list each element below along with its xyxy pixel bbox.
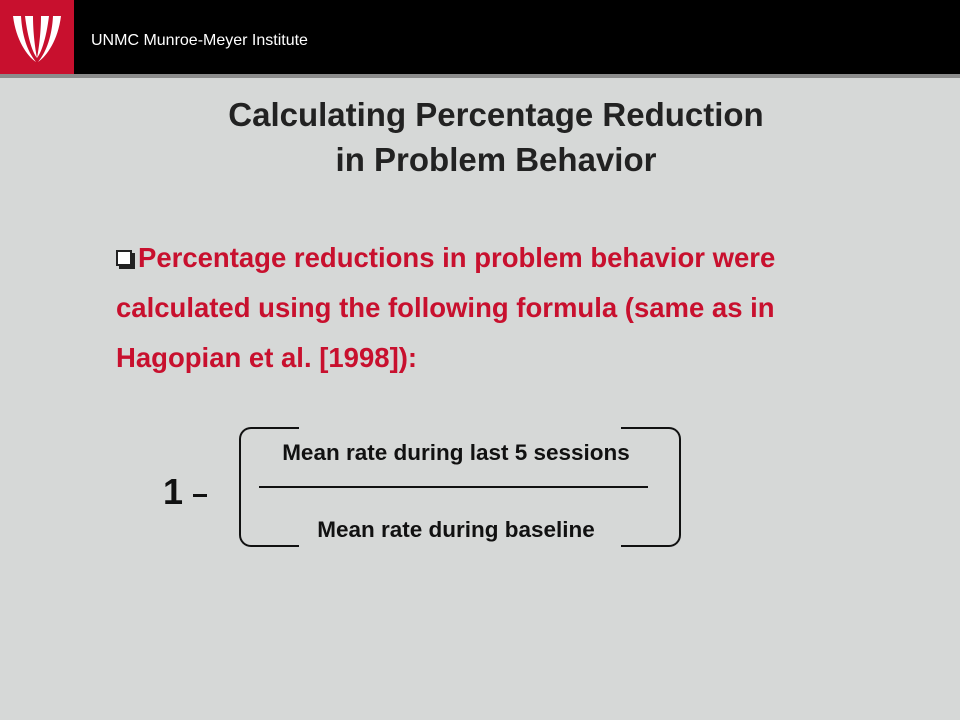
- slide-title-line-1: Calculating Percentage Reduction: [228, 96, 764, 133]
- formula-numerator: Mean rate during last 5 sessions: [241, 439, 671, 467]
- formula-minus-operator: [193, 494, 207, 497]
- checkbox-icon: [116, 250, 132, 266]
- header-divider: [0, 74, 960, 78]
- bullet-line-2: calculated using the following formula (same as in: [116, 292, 775, 323]
- bullet-line-3: Hagopian et al. [1998]):: [116, 342, 418, 373]
- formula-denominator-block: [241, 516, 671, 544]
- formula-leading-term: 1: [163, 471, 184, 512]
- bullet-text-block: [116, 233, 916, 383]
- organization-name: UNMC Munroe-Meyer Institute: [91, 32, 308, 49]
- formula-denominator: Mean rate during baseline: [317, 517, 595, 542]
- unmc-logo-icon: [0, 0, 74, 74]
- slide-title-line-2: in Problem Behavior: [335, 141, 657, 178]
- bullet-line-1-text: Percentage reductions in problem behavior were: [138, 242, 776, 273]
- fraction-bar: [259, 486, 648, 488]
- bullet-line-1: [116, 233, 916, 283]
- slide-title: [96, 92, 896, 182]
